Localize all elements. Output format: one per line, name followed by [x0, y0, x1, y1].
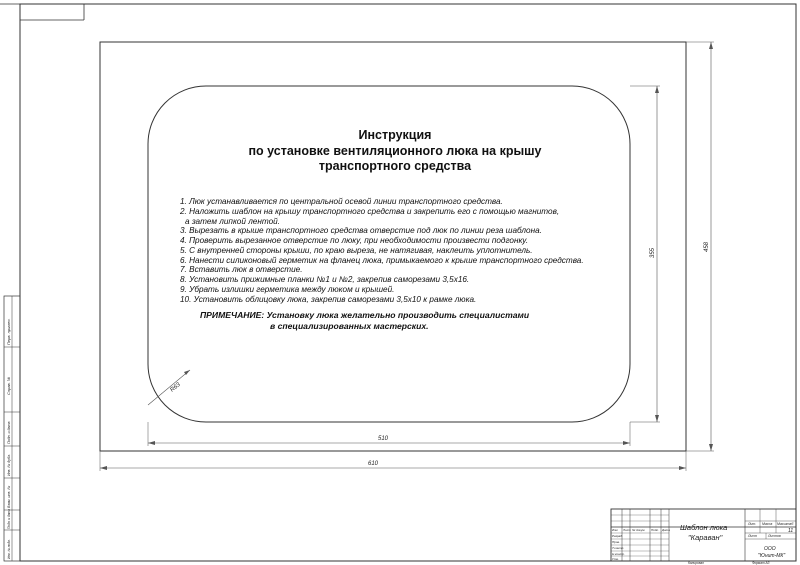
dimension-label-outer-width: 610	[368, 461, 379, 467]
heading-line-2: по установке вентиляционного люка на крышу	[248, 143, 542, 158]
tb-org-line2: "Юнит-МК"	[758, 553, 786, 559]
step-item: 3. Вырезать в крыше транспортного средства отверстие под люк по линии реза шаблона.	[180, 226, 542, 236]
installation-note	[200, 310, 620, 331]
step-item: 9. Убрать излишки герметика между люком и крышей.	[180, 284, 395, 294]
instruction-heading	[170, 128, 620, 175]
dimension-label-inner-width: 510	[378, 436, 389, 442]
tb-row-utv: Утв.	[612, 557, 619, 561]
tb-col-sheets: Листов	[768, 534, 781, 538]
side-stamp-sprav: Справ. №	[6, 376, 11, 395]
tb-format: Формат A3	[752, 561, 770, 565]
step-item: 1. Люк устанавливается по центральной осевой линии транспортного средства.	[180, 197, 503, 206]
side-stamp-vzam-inv: Взам. инв. №	[7, 485, 11, 508]
step-item: 2. Наложить шаблон на крышу транспортного средства и закрепить его с помощью магнитов,	[180, 206, 560, 216]
tb-row-tkontr: Т.контр.	[612, 546, 625, 550]
instruction-steps	[180, 197, 630, 304]
tb-col-date: Дата	[662, 528, 670, 532]
side-stamp-podp-data-2: Подп. и дата	[7, 509, 11, 529]
heading-line-3: транспортного средства	[318, 159, 472, 173]
side-stamp	[4, 296, 20, 561]
tb-name-line2: "Караван"	[688, 533, 723, 542]
tb-org-line1: ООО	[764, 546, 776, 552]
tb-col-scale: Масштаб	[777, 522, 794, 526]
tb-col-doc: № докум.	[632, 528, 646, 532]
note-line-1: ПРИМЕЧАНИЕ: Установку люка желательно производить специалистами	[200, 310, 530, 320]
step-item: 6. Нанести силиконовый герметик на фланец люка, примыкаемого к крыше транспортного средства.	[180, 255, 584, 265]
tb-row-prov: Пров.	[612, 540, 620, 544]
tb-sheet-count: 11	[788, 528, 794, 534]
tb-row-nkontr: Н.контр.	[612, 552, 625, 556]
title-block	[611, 509, 796, 565]
step-item: а затем липкой лентой.	[185, 216, 280, 226]
radius-leader-line	[148, 370, 190, 405]
tb-col-lit: Лит.	[748, 522, 757, 526]
tb-col-izm: Изм	[612, 528, 618, 532]
side-stamp-podp-data-1: Подп. и дата	[7, 421, 11, 444]
heading-line-1: Инструкция	[358, 128, 432, 142]
dimension-label-outer-height: 458	[704, 241, 710, 252]
side-stamp-inv-podl: Инв. № подл.	[7, 539, 11, 559]
step-item: 8. Установить прижимные планки №1 и №2, закрепив саморезами 3,5х16.	[180, 275, 470, 284]
note-line-2: в специализированных мастерских.	[270, 320, 429, 331]
step-item: 5. С внутренней стороны крыши, по краю выреза, не натягивая, наклеить уплотнитель.	[180, 245, 533, 255]
side-stamp-perv-prim: Перв. примен.	[6, 318, 11, 345]
tb-copied: Копировал	[688, 561, 704, 565]
tb-col-mass: Масса	[762, 522, 773, 526]
tb-col-sheet: Лист	[748, 534, 758, 538]
dimension-label-radius: R63	[169, 381, 182, 394]
tb-col-list: Лист	[623, 528, 631, 532]
step-item: 7. Вставить люк в отверстие.	[180, 265, 303, 275]
step-item: 4. Проверить вырезанное отверстие по люку, при необходимости произвести подгонку.	[180, 236, 529, 245]
tb-row-razrab: Разраб.	[612, 534, 623, 538]
side-stamp-inv-dubl: Инв. № дубл.	[7, 453, 11, 476]
tb-col-sign: Подп.	[651, 528, 659, 532]
tb-name-line1: Шаблон люка	[680, 523, 728, 532]
step-item: 10. Установить облицовку люка, закрепив саморезами 3,5х10 к рамке люка.	[180, 294, 477, 304]
dimension-label-inner-height: 355	[650, 247, 656, 258]
